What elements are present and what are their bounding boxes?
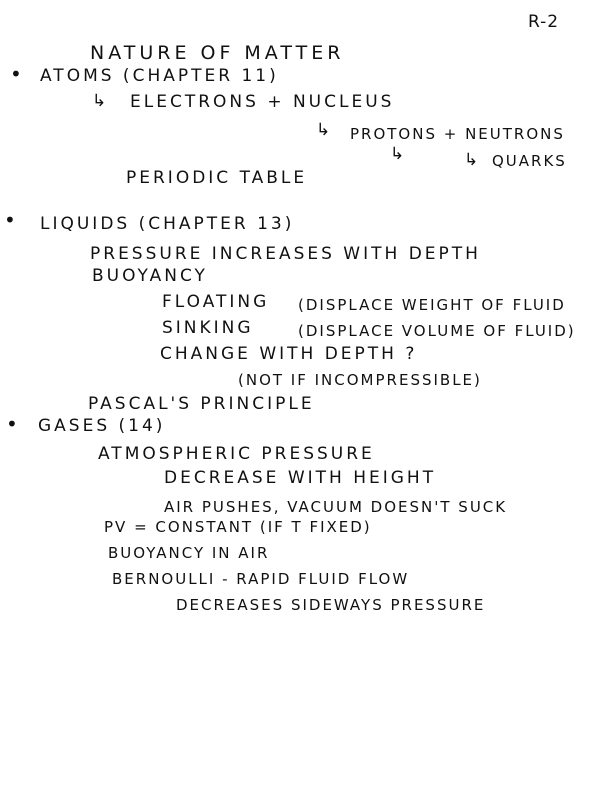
liquids-pressure: PRESSURE INCREASES WITH DEPTH xyxy=(90,244,481,264)
gases-buoyancy-air: BUOYANCY IN AIR xyxy=(108,544,270,562)
liquids-pascal: PASCAL'S PRINCIPLE xyxy=(88,394,315,414)
gases-atmospheric: ATMOSPHERIC PRESSURE xyxy=(98,444,375,464)
liquids-buoyancy: BUOYANCY xyxy=(92,266,208,286)
arrow-icon: ↳ xyxy=(464,150,479,170)
page-title: NATURE OF MATTER xyxy=(90,42,345,64)
gases-sideways-pressure: DECREASES SIDEWAYS PRESSURE xyxy=(176,596,486,614)
gases-heading: GASES (14) xyxy=(38,416,166,436)
bullet-atoms: • xyxy=(10,62,22,86)
arrow-icon: ↳ xyxy=(316,120,331,140)
liquids-heading: LIQUIDS (CHAPTER 13) xyxy=(40,214,295,234)
gases-air-pushes: AIR PUSHES, VACUUM DOESN'T SUCK xyxy=(164,498,508,516)
atoms-electrons-nucleus: ELECTRONS + NUCLEUS xyxy=(130,92,395,112)
liquids-floating: FLOATING xyxy=(162,292,270,312)
liquids-sinking-note: (DISPLACE VOLUME OF FLUID) xyxy=(298,322,576,340)
corner-label: R-2 xyxy=(528,12,560,32)
gases-bernoulli: BERNOULLI - RAPID FLUID FLOW xyxy=(112,570,410,588)
liquids-not-if-incompressible: (NOT IF INCOMPRESSIBLE) xyxy=(238,371,482,389)
gases-decrease-height: DECREASE WITH HEIGHT xyxy=(164,468,437,488)
atoms-heading: ATOMS (CHAPTER 11) xyxy=(40,66,279,86)
liquids-change-with-depth: CHANGE WITH DEPTH ? xyxy=(160,344,418,364)
liquids-sinking: SINKING xyxy=(162,318,254,338)
bullet-gases: • xyxy=(6,412,18,436)
liquids-floating-note: (DISPLACE WEIGHT OF FLUID xyxy=(298,296,566,314)
atoms-protons-neutrons: PROTONS + NEUTRONS xyxy=(350,125,565,143)
atoms-quarks: QUARKS xyxy=(492,152,567,170)
arrow-icon: ↳ xyxy=(92,91,107,111)
bullet-liquids: • xyxy=(4,208,16,232)
atoms-periodic-table: PERIODIC TABLE xyxy=(126,168,308,188)
gases-pv-constant: PV = CONSTANT (IF T FIXED) xyxy=(104,518,372,536)
arrow-icon: ↳ xyxy=(390,144,405,164)
